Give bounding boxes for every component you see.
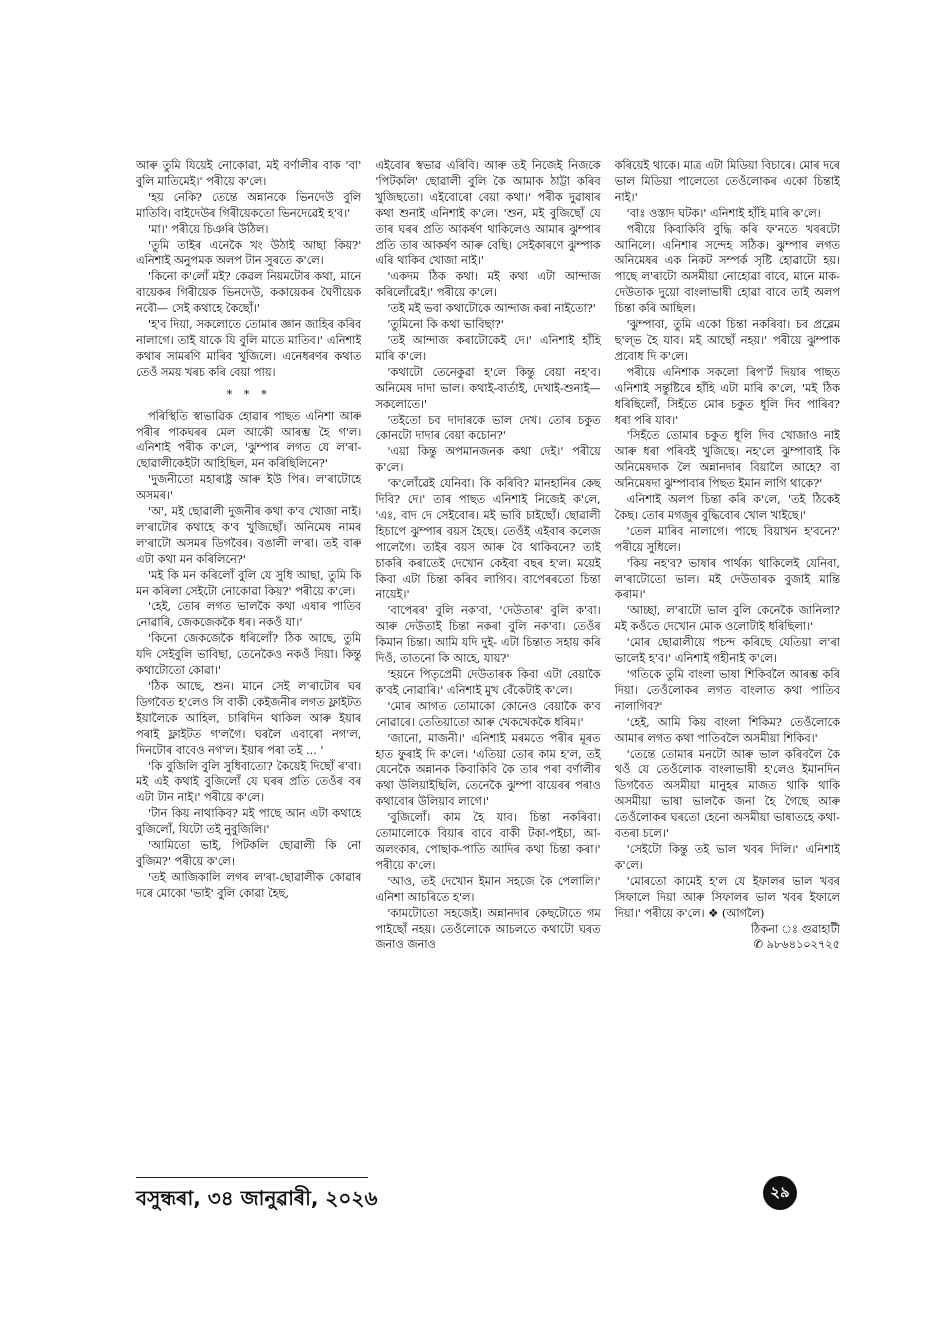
paragraph: এনিশাই অলপ চিন্তা কৰি ক'লে, 'তই ঠিকেই কৈছ। তোৰ মগজুৰ বুদ্ধিবোৰ খোল খাইছে।' [614,493,840,522]
section-divider: * * * [226,387,271,401]
paragraph: কৰিয়েই থাকে। মাত্ৰ এটা মিডিয়া বিচাৰে। মোৰ দৰে ভাল মিডিয়া পালেতো তেওঁলোকৰ একো চিন্তাই নাই।' [614,159,840,204]
paragraph: 'তেল মাৰিব নালাগে। পাছে বিয়াখন হ'বনে?' পৰীয়ে সুধিলে। [614,524,840,554]
paragraph: 'কথাটো তেনেকুৱা হ'লে কিন্তু বেয়া নহ'ব। অনিমেষ দাদা ভাল। কথাই-বাৰ্তাই, দেখাই-শুনাই— সকলোতে।' [375,365,601,411]
paragraph: 'জানো, মাজনী।' এনিশাই মৰমতে পৰীৰ মূৰত হাত ফুৰাই দি ক'লে। 'এতিয়া তোৰ কাম হ'ল, তই যেনেকৈ অন্নানক কিবাকিবি কৈ তাৰ পৰা বৰ্ণালীৰ কথা উলিয়াইছিলি, তেনেকৈ ঝুম্পা বায়েৰৰ পৰাও কথাবোৰ উলিয়াব লাগে।' [375,731,601,809]
paragraph: পৰিস্থিতি স্বাভাৱিক হোৱাৰ পাছত এনিশা আৰু পৰীৰ পাকঘৰৰ মেল আকৌ আৰম্ভ হৈ গ'ল। এনিশাই পৰীক ক'লে, 'ঝুম্পাৰ লগত যে ল'ৰা-ছোৱালীকেইটা আহিছিল, মন কৰিছিলিনে?' [136,409,362,471]
paragraph: 'কামটোতো সহজেই। অন্নানদাৰ কেছটোতে গম পাইছোঁ নহয়। তেওঁলোকে আচলতে কথাটো ঘৰত জনাও জনাও [375,906,601,952]
paragraph: 'হয় নেকি? তেন্তে অন্নানকে ভিনদেউ বুলি মাতিবি। বাইদেউৰ গিৰীয়েকতো ভিনদেৱেই হ'ব।' [136,190,362,220]
page-number-badge: ২৯ [763,1176,797,1210]
paragraph: 'হ'ব দিয়া, সকলোতে তোমাৰ জ্ঞান জাহিৰ কৰিব নালাগে। তাই যাকে যি বুলি মাতে মাতিব।' এনিশাই কথাৰ সামৰণি মাৰিব খুজিলে। এনেধৰণৰ কথাত তেওঁ সময় খৰচ কৰি বেয়া পায়। [136,318,362,379]
paragraph: 'মোৰ আগত তোমাকো কোনেও বেয়াকৈ ক'ব নোৱাৰে। তেতিয়াতো আৰু খেকখেককৈ ধৰিম।' [375,699,601,729]
paragraph: 'ক'লোঁৱেই যেনিবা। কি কৰিবি? মানহানিৰ কেছ দিবি? দে।' তাৰ পাছত এনিশাই নিজেই ক'লে, 'এঃ, বাদ দে সেইবোৰ। মই ভাবি চাইছোঁ। ছোৱালী হিচাপে ঝুম্পাৰ বয়স হৈছে। তেওঁই এইবাৰ কলেজ পালেগৈ। তাইৰ বয়স আৰু বৈ থাকিবনে? তাই চাকৰি কৰাতেই দেখোন কেইবা বছৰ হ'ল। ময়েই কিবা এটা চিন্তা কৰিব লাগিব। বাপেৰৰতো চিন্তা নায়েই।' [375,477,601,602]
paragraph: পৰীয়ে এনিশাক সকলো ৰিপ'ৰ্ট দিয়াৰ পাছত এনিশাই সন্তুষ্টিৰে হাঁহি এটা মাৰি ক'লে, 'মই ঠিক ধৰিছিলোঁ, সিহঁতে মোৰ চকুত ধূলি দিব পাৰিব? ধৰা পৰি যাব।' [614,365,840,427]
footer-rule [136,1177,368,1178]
paragraph: 'আমিতো ভাই, পিটকলি ছোৱালী কি নো বুজিম?' পৰীয়ে ক'লে। [136,839,362,868]
paragraph: এইবোৰ স্বভাৱ এৰিবি। আৰু তই নিজেই নিজকে 'পিটকলি' ছোৱালী বুলি কৈ আমাক ঠাট্টা কৰিব খুজিছতো। এইবোৰো বেয়া কথা।' পৰীক দুৱাষাৰ কথা শুনাই এনিশাই ক'লে। 'শুন, মই বুজিছোঁ যে তাৰ ঘৰৰ প্ৰতি আকৰ্ষণ থাকিলেও আমাৰ ঝুম্পাৰ প্ৰতি তাৰ আকৰ্ষণ আৰু বেছি। সেইকাৰণে ঝুম্পাক এৰি থাকিব খোজা নাই।' [375,159,601,268]
paragraph: 'একদম ঠিক কথা। মই কথা এটা আন্দাজ কৰিলোঁৱেই।' পৰীয়ে ক'লে। [375,270,601,300]
paragraph: 'বুজিলোঁ। কাম হৈ যাব। চিন্তা নকৰিবা। তোমালোকে বিয়াৰ বাবে বাকী টকা-পইচা, আ-অলংকাৰ, পোছাক-পাতি আদিৰ কথা চিন্তা কৰা।' পৰীয়ে ক'লে। [375,811,601,872]
paragraph: 'অ', মই ছোৱালী দুজনীৰ কথা ক'ব খোজা নাই। ল'ৰাটোৰ কথাহে ক'ব খুজিছোঁ। অনিমেষ নামৰ ল'ৰাটো অসমৰ ডিগবৈৰ। বঙালী ল'ৰা। তই বাৰু এটা কথা মন কৰিলিনে?' [136,505,362,566]
paragraph: 'ঝুম্পাবা, তুমি একো চিন্তা নকৰিবা। চব প্ৰব্লেম ছ'ল্ভ হৈ যাব। মই আছোঁ নহয়।' পৰীয়ে ঝুম্পাক প্ৰবোধ দি ক'লে। [614,318,840,363]
publication-footer: বসুন্ধৰা, ৩৪ জানুৱাৰী, ২০২৬ [136,1186,378,1210]
author-phone: ✆ ৯৮৬৪১০২৭২৫ [753,938,840,952]
paragraph: 'সেইটো কিন্তু তই ভাল খবৰ দিলি।' এনিশাই ক'লে। [614,842,840,872]
paragraph: 'কিনো জেকজেকৈ ধৰিলোঁ? ঠিক আছে, তুমি যদি সেইবুলি ভাবিছা, তেনেকৈও নকওঁ দিয়া। কিন্তু কথাটোতো কোৱা।' [136,632,362,678]
paragraph: 'তই আজিকালি লগৰ ল'ৰা-ছোৱালীক কোৱাৰ দৰে মোকো 'ভাই' বুলি কোৱা হৈছ, [136,870,362,900]
paragraph: পৰীয়ে কিবাকিবি বুদ্ধি কৰি ফ'নতে খবৰটো আনিলে। এনিশাৰ সন্দেহ সঠিক। ঝুম্পাৰ লগত অনিমেষৰ এক নিকট সম্পৰ্ক সৃষ্টি হোৱাটো হয়। পাছে ল'ৰাটো অসমীয়া নোহোৱা বাবে, মানে মাক-দেউতাক দুয়ো বাংলাভাষী হোৱা বাবে তাই অলপ চিন্তা কৰি আছিল। [614,222,840,316]
paragraph: 'তই মই ভবা কথাটোকে আন্দাজ কৰা নাইতো?' [387,302,596,316]
paragraph: আৰু তুমি যিয়েই নোকোৱা, মই বৰ্ণালীৰ বাক 'বা' বুলি মাতিমেই।' পৰীয়ে ক'লে। [136,159,362,188]
paragraph: 'মই কি মন কৰিলোঁ বুলি যে সুধি আছা, তুমি কি মন কৰিলা সেইটো নোকোৱা কিয়?' পৰীয়ে ক'লে। [136,568,362,598]
author-address: ঠিকনা ঃ গুৱাহাটী [750,922,840,936]
paragraph: 'কিয় নহ'ব? ভাষাৰ পাৰ্থক্য থাকিলেই যেনিবা, ল'ৰাটোতো ভাল। মই দেউতাৰক বুজাই মান্তি কৰাম।' [614,556,840,602]
paragraph: 'সিহঁতে তোমাৰ চকুত ধূলি দিব খোজাও নাই আৰু ধৰা পৰিবই খুজিছে। নহ'লে ঝুম্পাবাই কি অনিমেষদাক লৈ অন্নানদাৰ বিয়ালৈ আহে? বা অনিমেষদা ঝুম্পাবাৰ পিছত ইমান লাগি থাকে?' [614,429,840,491]
paragraph: 'মোৰতো কামেই হ'ল যে ইফালৰ ভাল খবৰ সিফালে দিয়া আৰু সিফালৰ ভাল খবৰ ইফালে দিয়া।' পৰীয়ে ক'লে। ❖ (আগলৈ) [614,874,840,920]
article-column-1 [136,158,361,1168]
paragraph: 'হেই, তোৰ লগত ভালকৈ কথা এষাৰ পাতিব নোৱাৰি, জেকজেককৈ ধৰ। নকওঁ যা।' [136,600,362,630]
paragraph: 'বাপেৰৰ' বুলি নক'বা, 'দেউতাৰ' বুলি ক'বা। আৰু দেউতাই চিন্তা নকৰা বুলি নক'বা। তেওঁৰ কিমান চিন্তা। আমি যদি দুই- এটা চিন্তাত সহায় কৰি দিওঁ, তাতনো কি আহে, যায়?' [375,604,601,666]
paragraph: 'কিনো ক'লোঁ মই? কেৱল নিয়মটোৰ কথা, মানে বায়েকৰ গিৰীয়েক ভিনদেউ, ককায়েকৰ ঘৈণীয়েক নবৌ— সেই কথাহে কৈছোঁ।' [136,270,362,316]
paragraph: 'তইতো চব দাদাৰকে ভাল দেখ। তোৰ চকুত কোনটো দাদাৰ বেয়া কচোন?' [375,413,601,443]
paragraph: 'বাঃ ওস্তাদ ঘটক।' এনিশাই হাঁহি মাৰি ক'লে। [626,206,821,220]
paragraph: 'হয়নে পিতৃপ্ৰেমী দেউতাৰক কিবা এটা বেয়াকৈ ক'বই নোৱাৰি।' এনিশাই মুখ বেঁকেটাই ক'লে। [375,668,601,697]
article-column-3 [615,158,840,1168]
paragraph: 'তেন্তে তোমাৰ মনটো আৰু ভাল কৰিবলৈ কৈ থওঁ যে তেওঁলোক বাংলাভাষী হ'লেও ইমানদিন ডিগবৈত অসমীয়া মানুহৰ মাজত থাকি থাকি অসমীয়া ভাষা ভালকৈ জনা হৈ গৈছে আৰু তেওঁলোকৰ ঘৰতো হেনো অসমীয়া ভাষাতহে কথা-বতৰা চলে।' [614,747,840,841]
paragraph: 'তুমি তাইৰ এনেকৈ খং উঠাই আছা কিয়?' এনিশাই অনুপমক অলপ টান সুৰতে ক'লে। [136,238,362,268]
paragraph: 'আও, তই দেখোন ইমান সহজে কৈ পেলালি।' এনিশা আচৰিতে হ'ল। [375,874,601,904]
paragraph: 'ঠিক আছে, শুন। মানে সেই ল'ৰাটোৰ ঘৰ ডিগবৈত হ'লেও সি বাকী কেইজনীৰ লগত ফ্লাইটত ইয়ালৈকে আহিল, চাৰিদিন থাকিল আৰু ইয়াৰ পৰাই ফ্লাইটত গ'লগৈ। ঘৰলৈ এবাৰো নগ'ল, দিনটোৰ বাবেও নগ'ল। ইয়াৰ পৰা তই ... ' [136,680,362,757]
paragraph: 'তুমিনো কি কথা ভাবিছা?' [387,318,504,332]
article-column-2 [375,158,600,1168]
paragraph: 'টান কিয় নাথাকিব? মই পাছে আন এটা কথাহে বুজিলোঁ, যিটো তই নুবুজিলি।' [136,807,362,837]
article-body [136,158,840,1168]
paragraph: 'কি বুজিলি বুলি সুধিবাতো? কৈয়েই দিছোঁ ৰ'বা। মই এই কথাই বুজিলোঁ যে ঘৰৰ প্ৰতি তেওঁৰ বৰ এটা টান নাই।' পৰীয়ে ক'লে। [136,759,362,805]
paragraph: 'দুজনীতো মহাৰাষ্ট্ৰ আৰু ইউ পিৰ। ল'ৰাটোহে অসমৰ।' [136,473,362,503]
paragraph: 'এয়া কিন্তু অপমানজনক কথা দেই।' পৰীয়ে ক'লে। [375,445,601,475]
paragraph: 'আচ্ছা, ল'ৰাটো ভাল বুলি কেনেকৈ জানিলা? মই কওঁতে দেখোন মোক ওলোটাই ধৰিছিলা।' [614,604,840,634]
paragraph: 'গতিকে তুমি বাংলা ভাষা শিকিবলৈ আৰম্ভ কৰি দিয়া। তেওঁলোকৰ লগত বাংলাত কথা পাতিব নালাগিব?' [614,668,840,713]
paragraph: 'হেই, আমি কিয় বাংলা শিকিম? তেওঁলোকে আমাৰ লগত কথা পাতিবলৈ অসমীয়া শিকিব।' [614,715,840,745]
paragraph: 'তই আন্দাজ কৰাটোকেই দে।' এনিশাই হাঁহি মাৰি ক'লে। [375,333,601,363]
paragraph: 'মোৰ ছোৱালীয়ে পচন্দ কৰিছে যেতিয়া ল'ৰা ভালেই হ'ব।' এনিশাই গহীনাই ক'লে। [614,636,840,666]
paragraph: 'মা।' পৰীয়ে চিঞৰি উঠিল। [148,222,269,236]
